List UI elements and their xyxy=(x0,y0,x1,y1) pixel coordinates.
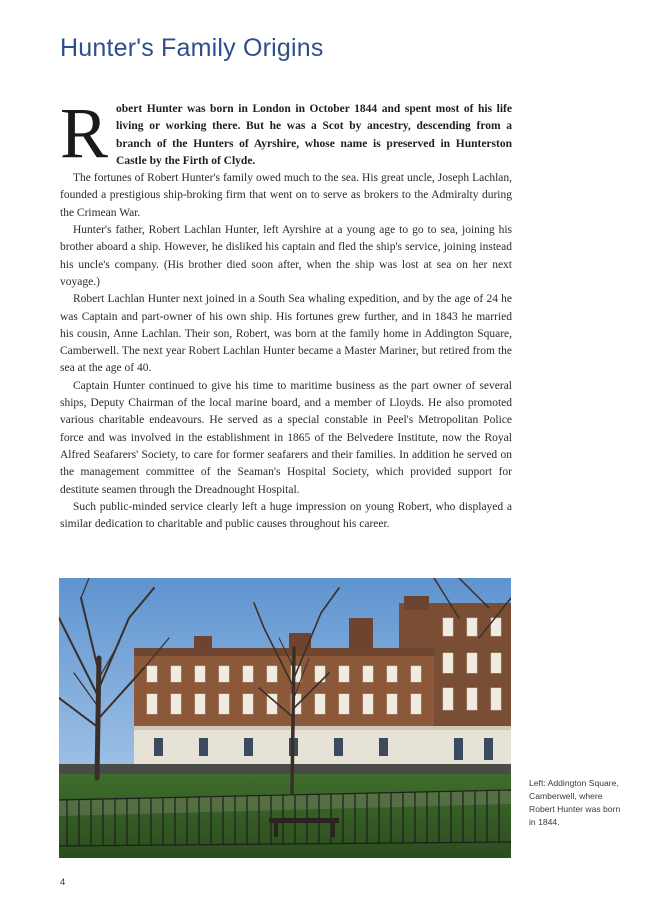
lead-text: obert Hunter was born in London in October 1844 and spent most of his life living or working there. But he was a Scot by ancestry, descending from a branch of the Hunters of Ayrshire, whose name is preserved in Hunterston Castle by the Firth of Clyde. xyxy=(116,103,512,167)
page-title: Hunter's Family Origins xyxy=(60,34,324,62)
addington-square-photo xyxy=(59,578,511,858)
paragraph-whaling-expedition: Robert Lachlan Hunter next joined in a South Sea whaling expedition, and by the age of 24 he was Captain and part-owner of his own ship. His fortunes grew further, and in 1843 he married his cousin, Anne Lachlan. Their son, Robert, was born at the family home in Addington Square, Camberwell. The next year Robert Lachlan Hunter became a Master Mariner, but retired from the sea at the age of 40. xyxy=(60,293,512,375)
paragraph-captain-hunter: Captain Hunter continued to give his time to maritime business as the part owner of several ships, Deputy Chairman of the local marine board, and a member of Lloyds. He also promoted various charitable endeavours. He served as a special constable in Peel's Metropolitan Police force and was involved in the establishment in 1865 of the Belvedere Institute, now the Royal Alfred Seafarers' Society, to care for former seafarers and their families. In addition he served on the management committee of the Seaman's Hospital Society, which provided support for destitute seamen through the Dreadnought Hospital. xyxy=(60,379,512,496)
paragraph-public-service: Such public-minded service clearly left a huge impression on young Robert, who displayed a similar dedication to charitable and public causes throughout his career. xyxy=(60,500,512,531)
lead-paragraph xyxy=(60,93,512,173)
article-body xyxy=(60,93,512,533)
photo-caption: Left: Addington Square, Camberwell, where Robert Hunter was born in 1844. xyxy=(529,778,621,827)
paragraph-father-at-sea: Hunter's father, Robert Lachlan Hunter, left Ayrshire at a young age to go to sea, joining his brother aboard a ship. However, he disliked his captain and fled the ship's service, joining instead his uncle's company. (His brother died soon after, when the ship was lost at sea on her next voyage.) xyxy=(60,224,512,288)
paragraph-family-fortunes: The fortunes of Robert Hunter's family owed much to the sea. His great uncle, Joseph Lachlan, founded a prestigious ship-broking firm that went on to serve as brokers to the Admiralty during the Crimean War. xyxy=(60,172,512,219)
page-number: 4 xyxy=(60,877,66,888)
drop-cap: R xyxy=(60,93,109,173)
